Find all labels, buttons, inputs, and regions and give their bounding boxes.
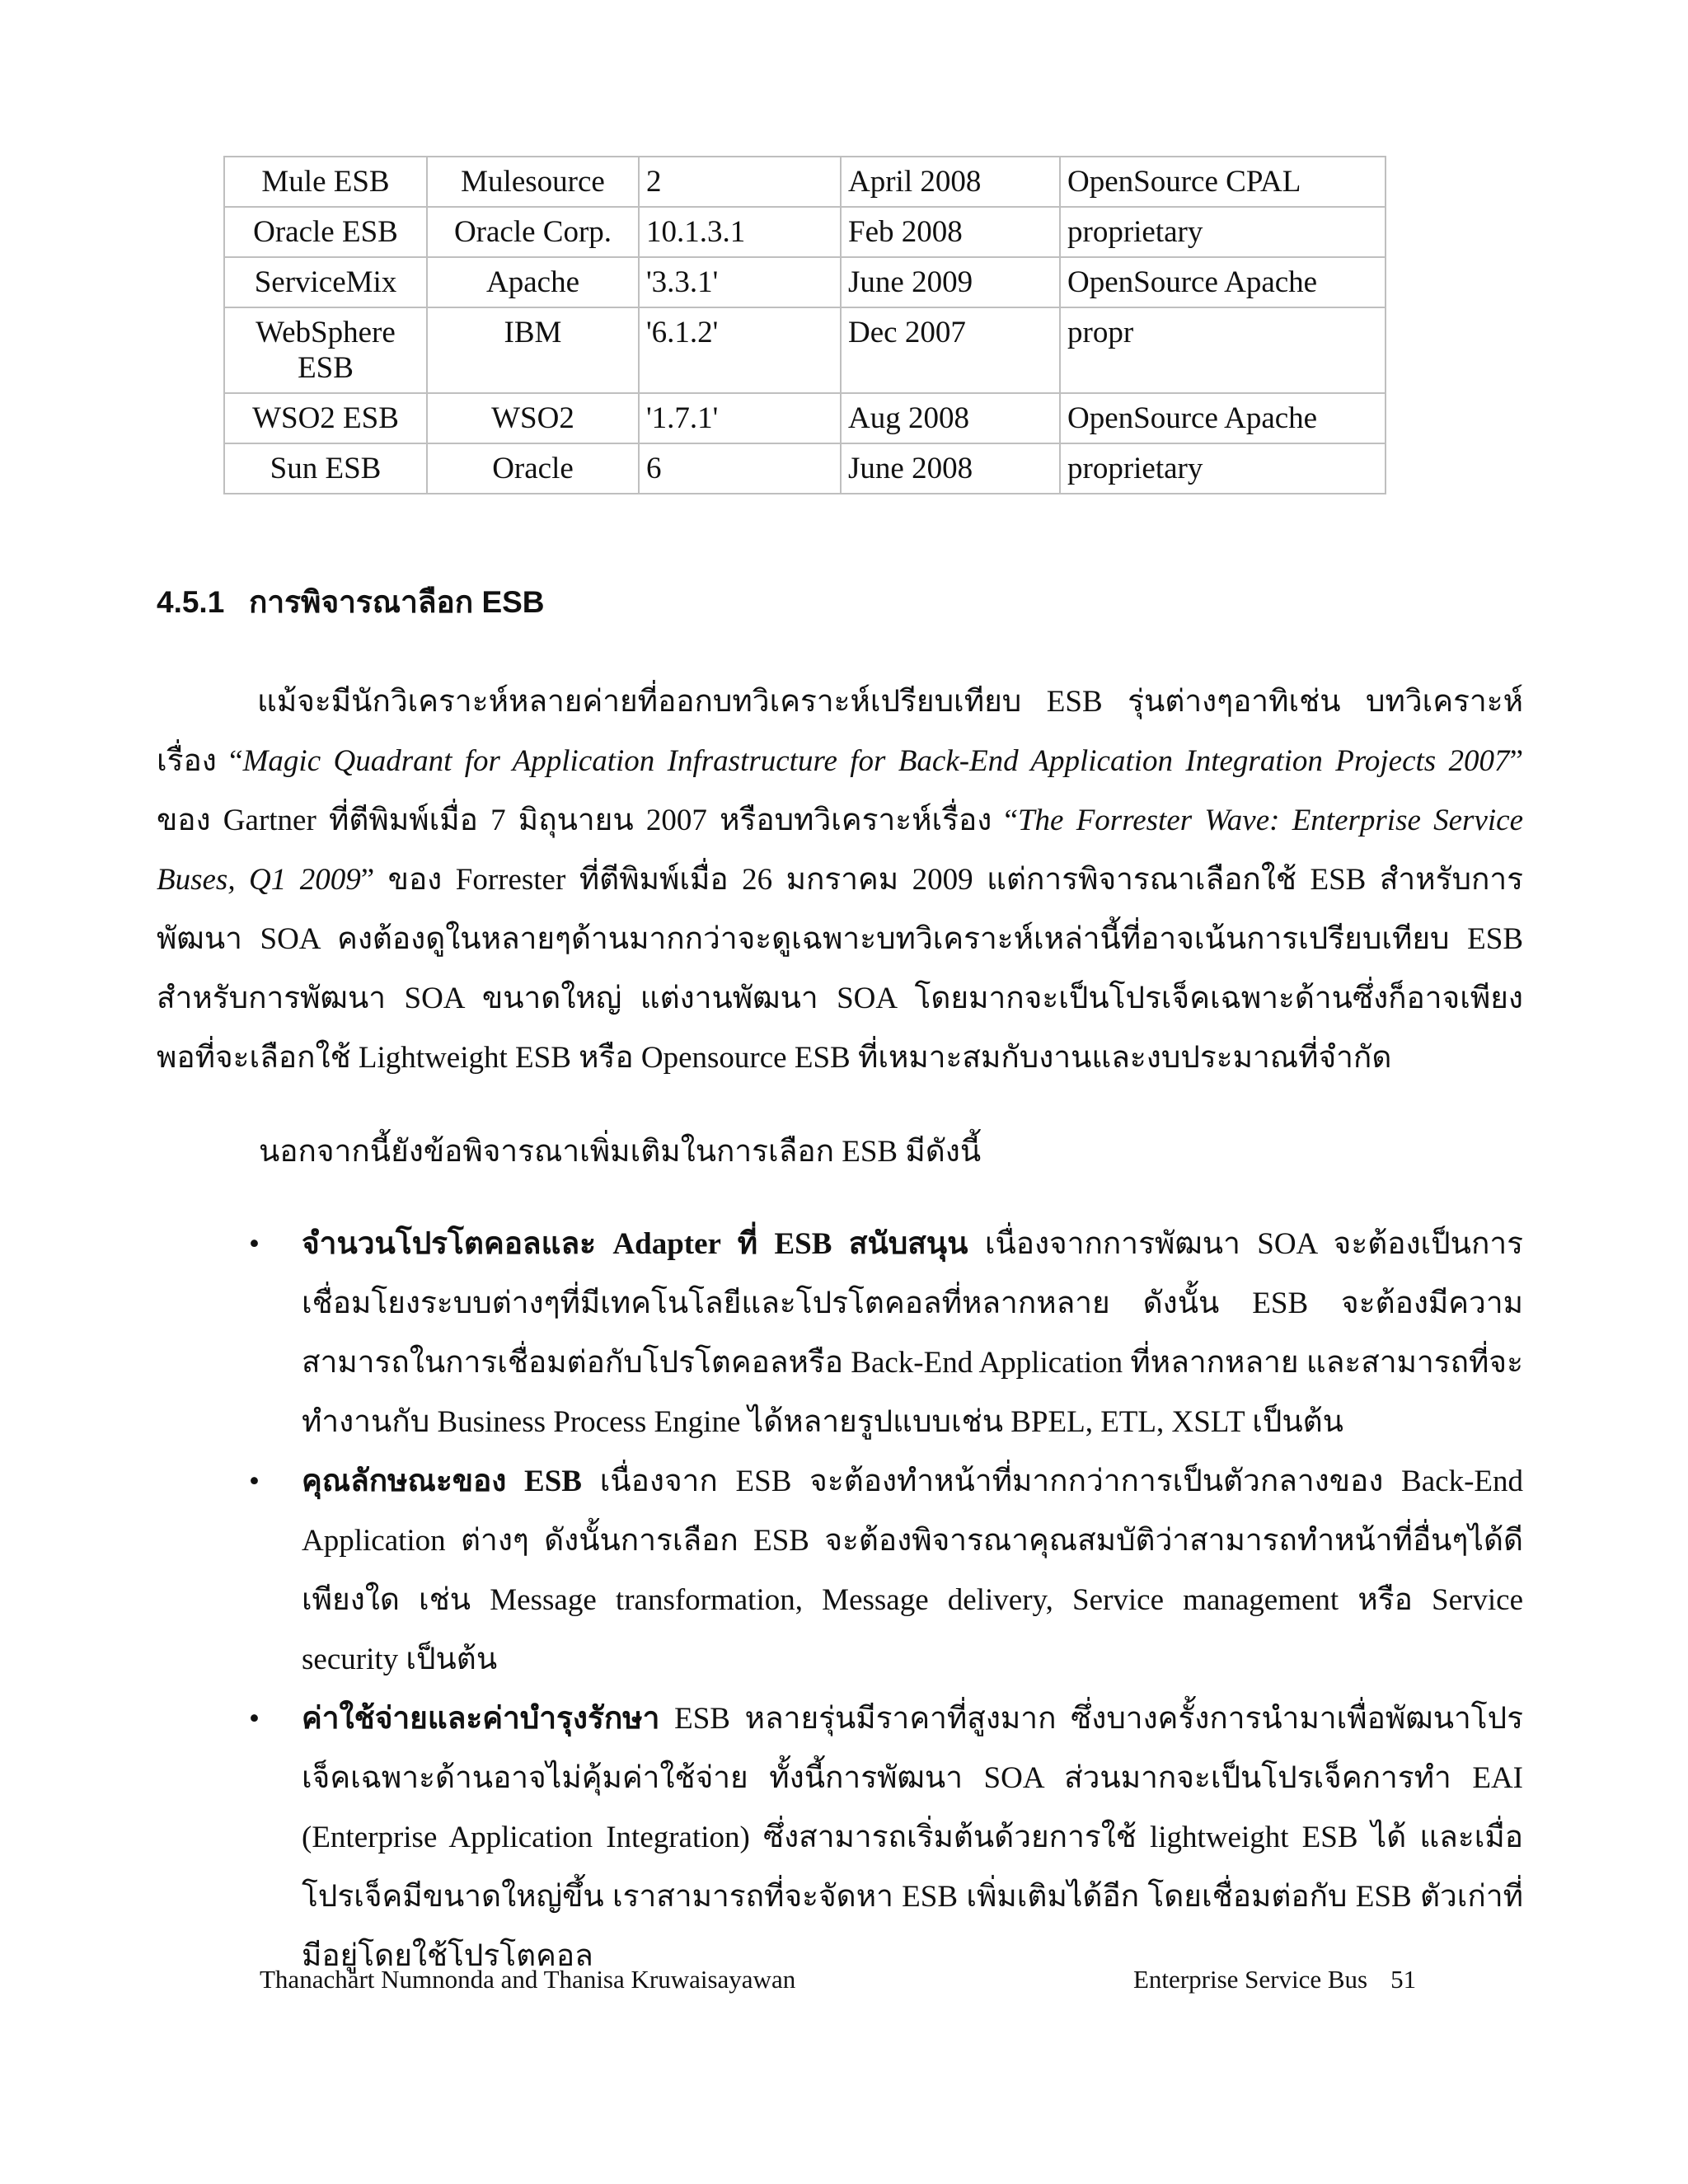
criterion-text: เนื่องจาก ESB จะต้องทำหน้าที่มากกว่าการเป็นตัวกลางของ Back-End Application ต่างๆ ดังนั้นการเลือก ESB จะต้องพิจารณาคุณสมบัติว่าสามารถทำหน้าที่อื่นๆได้ดีเพียงใด เช่น Message transformation, Message delivery, Service management หรือ Service security เป็นต้น bbox=[302, 1465, 1524, 1676]
footer-title-page bbox=[1133, 1963, 1416, 1996]
footer-book-title: Enterprise Service Bus bbox=[1133, 1965, 1368, 1994]
paragraph-text: แม้จะมีนักวิเคราะห์หลายค่ายที่ออกบทวิเคราะห์เปรียบเทียบ ESB รุ่นต่างๆอาทิเช่น บทวิเคราะห์เรื่อง “ bbox=[157, 685, 1523, 778]
table-cell: WSO2 ESB bbox=[224, 393, 427, 443]
bullet-icon: • bbox=[249, 1227, 260, 1261]
paragraph-text: นอกจากนี้ยังข้อพิจารณาเพิ่มเติมในการเลือก ESB มีดังนี้ bbox=[259, 1135, 982, 1169]
list-item bbox=[157, 1452, 1523, 1690]
table-cell: '6.1.2' bbox=[639, 307, 841, 393]
table-cell: ServiceMix bbox=[224, 257, 427, 307]
paragraph-text: ” ของ Gartner ที่ตีพิมพ์เมื่อ 7 มิถุนายน 2007 หรือบทวิเคราะห์เรื่อง “ bbox=[157, 744, 1523, 837]
table-cell: Aug 2008 bbox=[841, 393, 1060, 443]
table-cell: propr bbox=[1060, 307, 1386, 393]
table-cell: Sun ESB bbox=[224, 443, 427, 494]
table-cell: OpenSource Apache bbox=[1060, 393, 1386, 443]
section-heading bbox=[157, 582, 545, 623]
table-cell: '1.7.1' bbox=[639, 393, 841, 443]
table-cell: June 2008 bbox=[841, 443, 1060, 494]
table-cell: Apache bbox=[427, 257, 639, 307]
section-number: 4.5.1 bbox=[157, 585, 225, 619]
criterion-title: ค่าใช้จ่ายและค่าบำรุงรักษา bbox=[302, 1702, 660, 1736]
table-row bbox=[224, 157, 1386, 207]
table-cell: 2 bbox=[639, 157, 841, 207]
footer-authors: Thanachart Numnonda and Thanisa Kruwaisayawan bbox=[260, 1965, 796, 1994]
table-cell: Mulesource bbox=[427, 157, 639, 207]
bullet-icon: • bbox=[249, 1465, 260, 1498]
list-item bbox=[157, 1215, 1523, 1452]
intro-paragraph bbox=[157, 673, 1523, 1088]
table-cell: Feb 2008 bbox=[841, 207, 1060, 257]
table-row bbox=[224, 257, 1386, 307]
table-cell: June 2009 bbox=[841, 257, 1060, 307]
table-cell: Oracle ESB bbox=[224, 207, 427, 257]
section-title: การพิจารณาลือก ESB bbox=[249, 585, 545, 619]
table-row bbox=[224, 393, 1386, 443]
table-row bbox=[224, 307, 1386, 393]
criterion-title: จำนวนโปรโตคอลและ Adapter ที่ ESB สนับสนุน bbox=[302, 1227, 968, 1261]
table-row bbox=[224, 207, 1386, 257]
table-cell: Dec 2007 bbox=[841, 307, 1060, 393]
page-number: 51 bbox=[1390, 1965, 1417, 1994]
table-cell: OpenSource CPAL bbox=[1060, 157, 1386, 207]
table-cell: Oracle bbox=[427, 443, 639, 494]
table-cell: WSO2 bbox=[427, 393, 639, 443]
list-item bbox=[157, 1690, 1523, 1986]
table-cell: proprietary bbox=[1060, 207, 1386, 257]
criterion-title: คุณลักษณะของ ESB bbox=[302, 1465, 582, 1498]
table-row bbox=[224, 443, 1386, 494]
table-cell: 6 bbox=[639, 443, 841, 494]
esb-comparison-table bbox=[223, 156, 1386, 494]
table-cell: '3.3.1' bbox=[639, 257, 841, 307]
criterion-text: เนื่องจากการพัฒนา SOA จะต้องเป็นการเชื่อมโยงระบบต่างๆที่มีเทคโนโลยีและโปรโตคอลที่หลากหลาย ดังนั้น ESB จะต้องมีความสามารถในการเชื่อมต่อกับโปรโตคอลหรือ Back-End Application ที่หลากหลาย และสามารถที่จะทำงานกับ Business Process Engine ได้หลายรูปแบบเช่น BPEL, ETL, XSLT เป็นต้น bbox=[302, 1227, 1524, 1439]
bullet-icon: • bbox=[249, 1702, 260, 1736]
table-cell: IBM bbox=[427, 307, 639, 393]
paragraph-text: ” ของ Forrester ที่ตีพิมพ์เมื่อ 26 มกราคม 2009 แต่การพิจารณาเลือกใช้ ESB สำหรับการพัฒนา SOA คงต้องดูในหลายๆด้านมากกว่าจะดูเฉพาะบทวิเคราะห์เหล่านี้ที่อาจเน้นการเปรียบเทียบ ESB สำหรับการพัฒนา SOA ขนาดใหญ่ แต่งานพัฒนา SOA โดยมากจะเป็นโปรเจ็คเฉพาะด้านซึ่งก็อาจเพียงพอที่จะเลือกใช้ Lightweight ESB หรือ Opensource ESB ที่เหมาะสมกับงานและงบประมาณที่จำกัด bbox=[157, 863, 1523, 1075]
table-cell: proprietary bbox=[1060, 443, 1386, 494]
table-cell: WebSphere ESB bbox=[224, 307, 427, 393]
table-cell: Mule ESB bbox=[224, 157, 427, 207]
criteria-list bbox=[157, 1215, 1523, 1986]
report-title: The Forrester Wave: Enterprise Service Buses, Q1 2009 bbox=[157, 804, 1523, 897]
table-cell: Oracle Corp. bbox=[427, 207, 639, 257]
table-cell: OpenSource Apache bbox=[1060, 257, 1386, 307]
criterion-text: ESB หลายรุ่นมีราคาที่สูงมาก ซึ่งบางครั้งการนำมาเพื่อพัฒนาโปรเจ็คเฉพาะด้านอาจไม่คุ้มค่าใช้จ่าย ทั้งนี้การพัฒนา SOA ส่วนมากจะเป็นโปรเจ็คการทำ EAI (Enterprise Application Integration) ซึ่งสามารถเริ่มต้นด้วยการใช้ lightweight ESB ได้ และเมื่อโปรเจ็คมีขนาดใหญ่ขึ้น เราสามารถที่จะจัดหา ESB เพิ่มเติมได้อีก โดยเชื่อมต่อกับ ESB ตัวเก่าที่มีอยู่โดยใช้โปรโตคอล bbox=[302, 1702, 1523, 1973]
table-cell: April 2008 bbox=[841, 157, 1060, 207]
table-cell: 10.1.3.1 bbox=[639, 207, 841, 257]
criteria-intro-paragraph bbox=[157, 1122, 1523, 1182]
report-title: Magic Quadrant for Application Infrastructure for Back-End Application Integration Projects 2007 bbox=[242, 744, 1510, 778]
